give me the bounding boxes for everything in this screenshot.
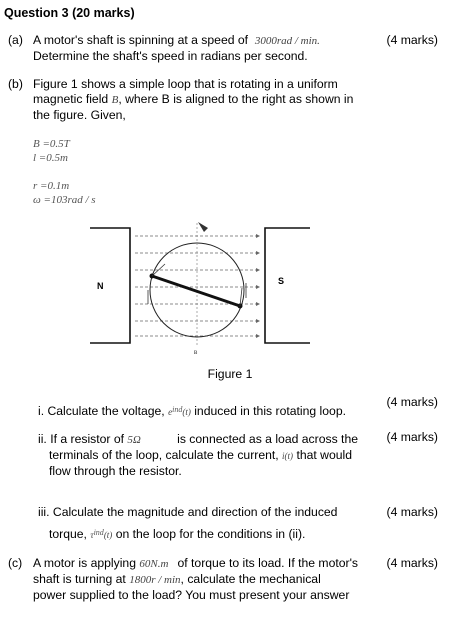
sub-ii-text — [38, 432, 358, 479]
part-a-label: (a) — [8, 33, 23, 47]
sub-ii-line1-pre: ii. If a resistor of — [38, 432, 125, 446]
figure-1-diagram — [80, 218, 380, 363]
sub-ii-current-math: i(t) — [282, 451, 294, 461]
part-a-line2: Determine the shaft's speed in radians per second. — [33, 49, 308, 63]
sub-ii-line1-post: is connected as a load across the — [177, 432, 358, 446]
part-c-line2-pre: shaft is turning at — [33, 572, 126, 586]
sub-iii-symbol: τ — [90, 530, 94, 540]
sub-i-post: induced in this rotating loop. — [194, 404, 346, 418]
sub-i-sub: ind — [172, 405, 183, 414]
part-c-marks: (4 marks) — [386, 556, 438, 570]
field-label: B — [194, 351, 198, 356]
sub-iii-marks: (4 marks) — [386, 505, 438, 519]
sub-i-marks: (4 marks) — [386, 395, 438, 409]
loop-conductor — [152, 276, 240, 306]
part-a-speed-math: 3000rad / min. — [254, 35, 320, 47]
part-b-line2-post: , where B is aligned to the right as shown in — [118, 92, 354, 106]
part-c-line1-post: of torque to its load. If the motor's — [177, 556, 358, 570]
field-arrows — [256, 234, 260, 338]
part-a-line1: A motor's shaft is spinning at a speed of — [33, 33, 249, 47]
given-omega: ω =103rad / s — [33, 194, 96, 206]
part-b-label: (b) — [8, 77, 23, 91]
part-b-line1: Figure 1 shows a simple loop that is rotating in a uniform — [33, 77, 338, 91]
part-c-label: (c) — [8, 556, 23, 570]
north-label: N — [97, 281, 104, 291]
south-label: S — [278, 276, 285, 286]
sub-iii-text — [38, 505, 363, 543]
sub-ii-line2-pre: terminals of the loop, calculate the current, — [49, 448, 279, 462]
part-b-field-math: B — [111, 94, 119, 106]
given-l: l =0.5m — [33, 152, 68, 164]
sub-i-symbol: e — [168, 407, 173, 417]
sub-i-voltage-math — [168, 407, 191, 417]
part-b-line3: the figure. Given, — [33, 108, 126, 122]
sub-iii-line1: iii. Calculate the magnitude and direction of the induced — [38, 505, 338, 519]
sub-i-pre: i. Calculate the voltage, — [38, 404, 165, 418]
part-c-speed-math: 1800r / min — [129, 574, 181, 586]
part-b-text — [33, 77, 363, 123]
sub-ii-line3: flow through the resistor. — [49, 464, 182, 478]
part-c-torque-math: 60N.m — [139, 558, 169, 570]
sub-ii-marks: (4 marks) — [386, 430, 438, 444]
given-list-2 — [33, 179, 96, 207]
rotation-arrow-icon — [198, 222, 208, 232]
question-heading: Question 3 (20 marks) — [4, 6, 135, 20]
sub-i-text — [38, 402, 346, 420]
part-a-marks: (4 marks) — [386, 33, 438, 47]
given-r: r =0.1m — [33, 180, 70, 192]
sub-iii-sub: ind — [93, 528, 104, 537]
given-b: B =0.5T — [33, 138, 70, 150]
sub-iii-line2-post: on the loop for the conditions in (ii). — [115, 527, 306, 541]
sub-i-arg: (t) — [182, 407, 191, 417]
sub-ii-line2-post: that would — [296, 448, 352, 462]
part-c-line2-post: , calculate the mechanical — [180, 572, 321, 586]
part-b-line2: magnetic field — [33, 92, 109, 106]
south-magnet — [265, 228, 310, 343]
sub-iii-arg: (t) — [103, 530, 113, 540]
given-list — [33, 137, 70, 165]
north-magnet — [90, 228, 130, 343]
sub-ii-resistor-math: 5Ω — [127, 434, 141, 446]
sub-iii-line2-pre: torque, — [49, 527, 87, 541]
part-a-text — [33, 33, 358, 64]
sub-iii-torque-math — [90, 530, 112, 540]
part-c-line1-pre: A motor is applying — [33, 556, 136, 570]
part-c-line3: power supplied to the load? You must present your answer — [33, 588, 350, 602]
figure-caption: Figure 1 — [207, 367, 253, 381]
part-c-text — [33, 556, 358, 603]
field-lines — [135, 236, 260, 336]
